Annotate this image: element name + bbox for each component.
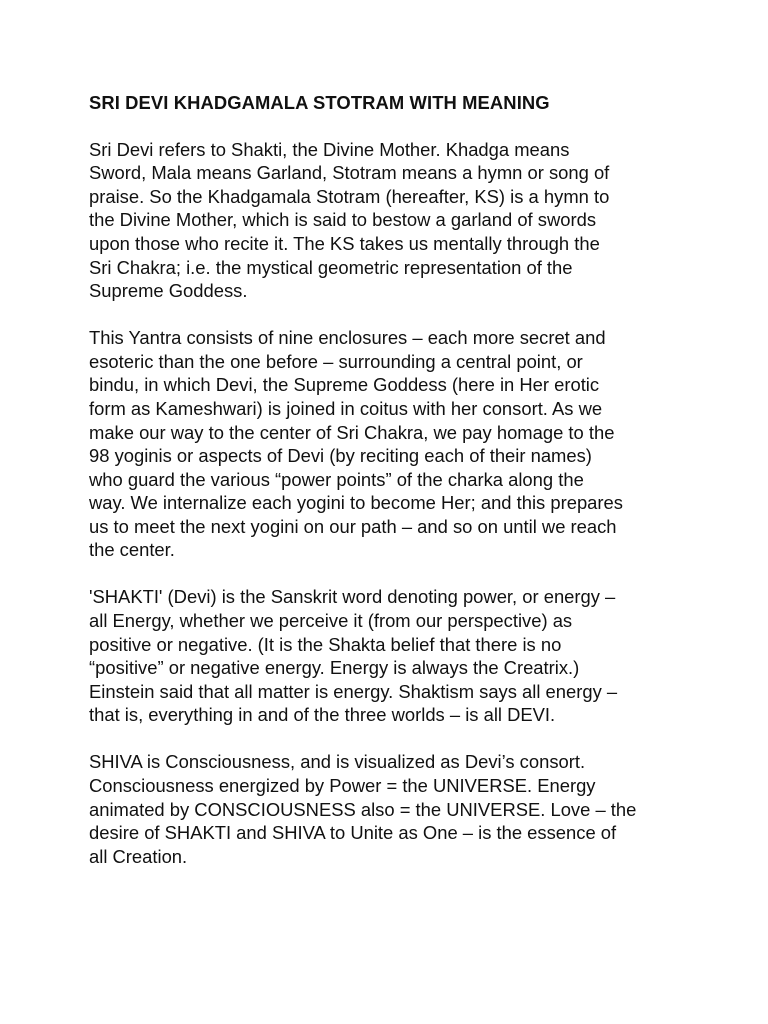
document-title: SRI DEVI KHADGAMALA STOTRAM WITH MEANING [89, 92, 550, 113]
paragraph-shiva: SHIVA is Consciousness, and is visualized as Devi’s consort. Consciousness energized by Power = the UNIVERSE. Energy animated by CONSCIOUSNESS also = the UNIVERSE. Love – the desire of SHAKTI and SHIVA to Unite as One – is the essence of all Creation. [89, 751, 637, 867]
paragraph-intro: Sri Devi refers to Shakti, the Divine Mother. Khadga means Sword, Mala means Garland, Stotram means a hymn or song of praise. So the Khadgamala Stotram (hereafter, KS) is a hymn to the Divine Mother, which is said to bestow a garland of swords upon those who recite it. The KS takes us mentally through the Sri Chakra; i.e. the mystical geometric representation of the Supreme Goddess. [89, 138, 610, 302]
paragraph-yantra: This Yantra consists of nine enclosures – each more secret and esoteric than the one before – surrounding a central point, or bindu, in which Devi, the Supreme Goddess (here in Her erotic form as Kameshwari) is joined in coitus with her consort. As we make our way to the center of Sri Chakra, we pay homage to the 98 yoginis or aspects of Devi (by reciting each of their names) who guard the various “power points” of the charka along the way. We internalize each yogini to become Her; and this prepares us to meet the next yogini on our path – and so on until we reach the center. [89, 327, 623, 561]
document-page [89, 91, 689, 892]
paragraph-shakti: 'SHAKTI' (Devi) is the Sanskrit word denoting power, or energy – all Energy, whether we perceive it (from our perspective) as positive or negative. (It is the Shakta belief that there is no “positive” or negative energy. Energy is always the Creatrix.) Einstein said that all matter is energy. Shaktism says all energy – that is, everything in and of the three worlds – is all DEVI. [89, 586, 618, 726]
